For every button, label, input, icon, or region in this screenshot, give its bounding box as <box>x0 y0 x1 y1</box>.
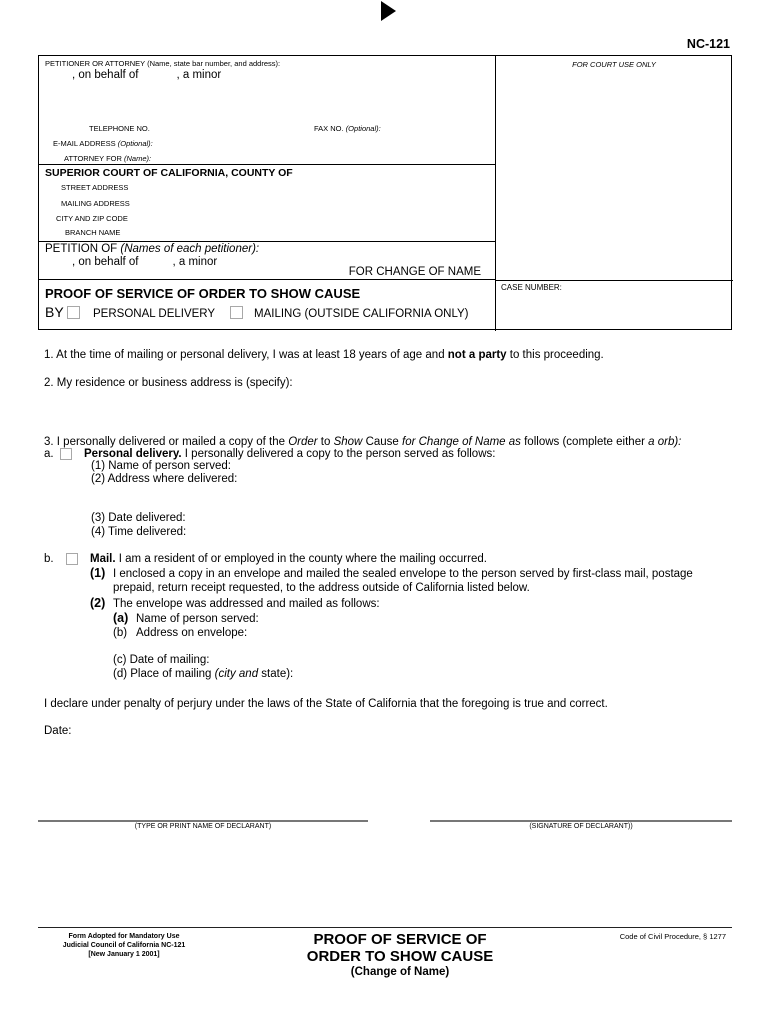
declarant-signature-label: (SIGNATURE OF DECLARANT)) <box>529 823 633 830</box>
item-b2b-text: Address on envelope: <box>136 627 248 639</box>
by-label: BY <box>45 304 64 320</box>
item-1: 1. At the time of mailing or personal delivery, I was at least 18 years of age and not a party to this proceeding. <box>44 349 604 361</box>
footer-rule <box>38 927 732 928</box>
item-3: 3. I personally delivered or mailed a copy of the Order to Show Cause for Change of Name as follows (complete either a orb): <box>44 436 682 448</box>
header-grid <box>38 55 732 330</box>
personal-delivery-option-label: PERSONAL DELIVERY <box>93 308 216 320</box>
footer-adoption-line3: [New January 1 2001] <box>88 951 160 958</box>
date-label: Date: <box>44 725 72 737</box>
petition-of-value: , on behalf of , a minor <box>72 256 218 268</box>
city-zip-label: CITY AND ZIP CODE <box>56 214 128 223</box>
footer-adoption-line1: Form Adopted for Mandatory Use <box>68 933 180 940</box>
divider-court-section <box>39 164 495 165</box>
footer-adoption-line2: Judicial Council of California NC-121 <box>62 942 186 949</box>
attorney-for-label: ATTORNEY FOR (Name): <box>64 154 152 163</box>
item-b2-text: The envelope was addressed and mailed as follows: <box>113 598 380 610</box>
declaration-text: I declare under penalty of perjury under the laws of the State of California that the foregoing is true and correct. <box>44 698 608 710</box>
item-b2a-text: Name of person served: <box>136 613 259 625</box>
item-a-sub1: (1) Name of person served: <box>91 460 231 472</box>
pointer-triangle-icon <box>381 1 396 21</box>
item-b1-number: (1) <box>90 566 106 580</box>
item-b2a-number: (a) <box>113 611 129 625</box>
item-b2d-text: (d) Place of mailing (city and state): <box>113 668 294 680</box>
for-change-of-name-label: FOR CHANGE OF NAME <box>348 266 481 278</box>
petitioner-attorney-label: PETITIONER OR ATTORNEY (Name, state bar number, and address): <box>45 59 281 68</box>
item-b2c-text: (c) Date of mailing: <box>113 654 210 666</box>
form-number: NC-121 <box>686 37 730 51</box>
document-title: PROOF OF SERVICE OF ORDER TO SHOW CAUSE <box>45 286 361 301</box>
item-a-label: a. <box>44 448 54 460</box>
checkbox-item-a[interactable] <box>60 448 72 460</box>
item-a-sub4: (4) Time delivered: <box>91 526 187 538</box>
item-b-label: b. <box>44 553 54 565</box>
mailing-address-label: MAILING ADDRESS <box>61 199 130 208</box>
item-b1-line1: I enclosed a copy in an envelope and mailed the sealed envelope to the person served by first-class mail, postage <box>113 568 693 580</box>
item-a-text: Personal delivery. I personally delivered a copy to the person served as follows: <box>84 448 496 460</box>
item-a-sub2: (2) Address where delivered: <box>91 473 238 485</box>
item-b-text: Mail. I am a resident of or employed in the county where the mailing occurred. <box>90 553 487 565</box>
petitioner-value-pre: , on behalf of <box>72 69 139 81</box>
item-b2-number: (2) <box>90 596 106 610</box>
item-2: 2. My residence or business address is (specify): <box>44 377 293 389</box>
fax-label: FAX NO. (Optional): <box>314 124 381 133</box>
item-a-sub3: (3) Date delivered: <box>91 512 186 524</box>
footer-title-line1: PROOF OF SERVICE OF <box>313 931 487 948</box>
footer-adoption-block <box>40 932 208 959</box>
footer-title-line3: (Change of Name) <box>350 966 450 978</box>
item-b2b-number: (b) <box>113 627 128 639</box>
branch-name-label: BRANCH NAME <box>65 228 121 237</box>
divider-petition-section <box>39 241 495 242</box>
declarant-signature-line[interactable] <box>430 820 732 822</box>
telephone-label: TELEPHONE NO. <box>89 124 150 133</box>
divider-title-section <box>39 279 495 280</box>
email-label: E-MAIL ADDRESS (Optional): <box>53 139 153 148</box>
petitioner-value-post: , a minor <box>176 69 222 81</box>
petition-of-label: PETITION OF (Names of each petitioner): <box>45 243 260 255</box>
declarant-name-label: (TYPE OR PRINT NAME OF DECLARANT) <box>134 823 272 830</box>
checkbox-personal-delivery[interactable] <box>67 306 80 319</box>
footer-title-line2: ORDER TO SHOW CAUSE <box>306 948 494 965</box>
petitioner-attorney-value <box>72 69 221 81</box>
header-vertical-divider <box>495 56 496 331</box>
street-address-label: STREET ADDRESS <box>61 183 129 192</box>
declarant-name-line[interactable] <box>38 820 368 822</box>
footer-code-reference: Code of Civil Procedure, § 1277 <box>619 932 726 941</box>
case-number-label: CASE NUMBER: <box>501 283 562 292</box>
superior-court-title: SUPERIOR COURT OF CALIFORNIA, COUNTY OF <box>45 167 293 179</box>
divider-case-number <box>495 280 733 281</box>
checkbox-item-b[interactable] <box>66 553 78 565</box>
footer-title-block <box>235 931 565 979</box>
for-court-use-only-label: FOR COURT USE ONLY <box>572 60 656 69</box>
mailing-option-label: MAILING (OUTSIDE CALIFORNIA ONLY) <box>254 308 469 320</box>
item-b1-line2: prepaid, return receipt requested, to the address outside of California listed below. <box>113 582 530 594</box>
checkbox-mailing[interactable] <box>230 306 243 319</box>
